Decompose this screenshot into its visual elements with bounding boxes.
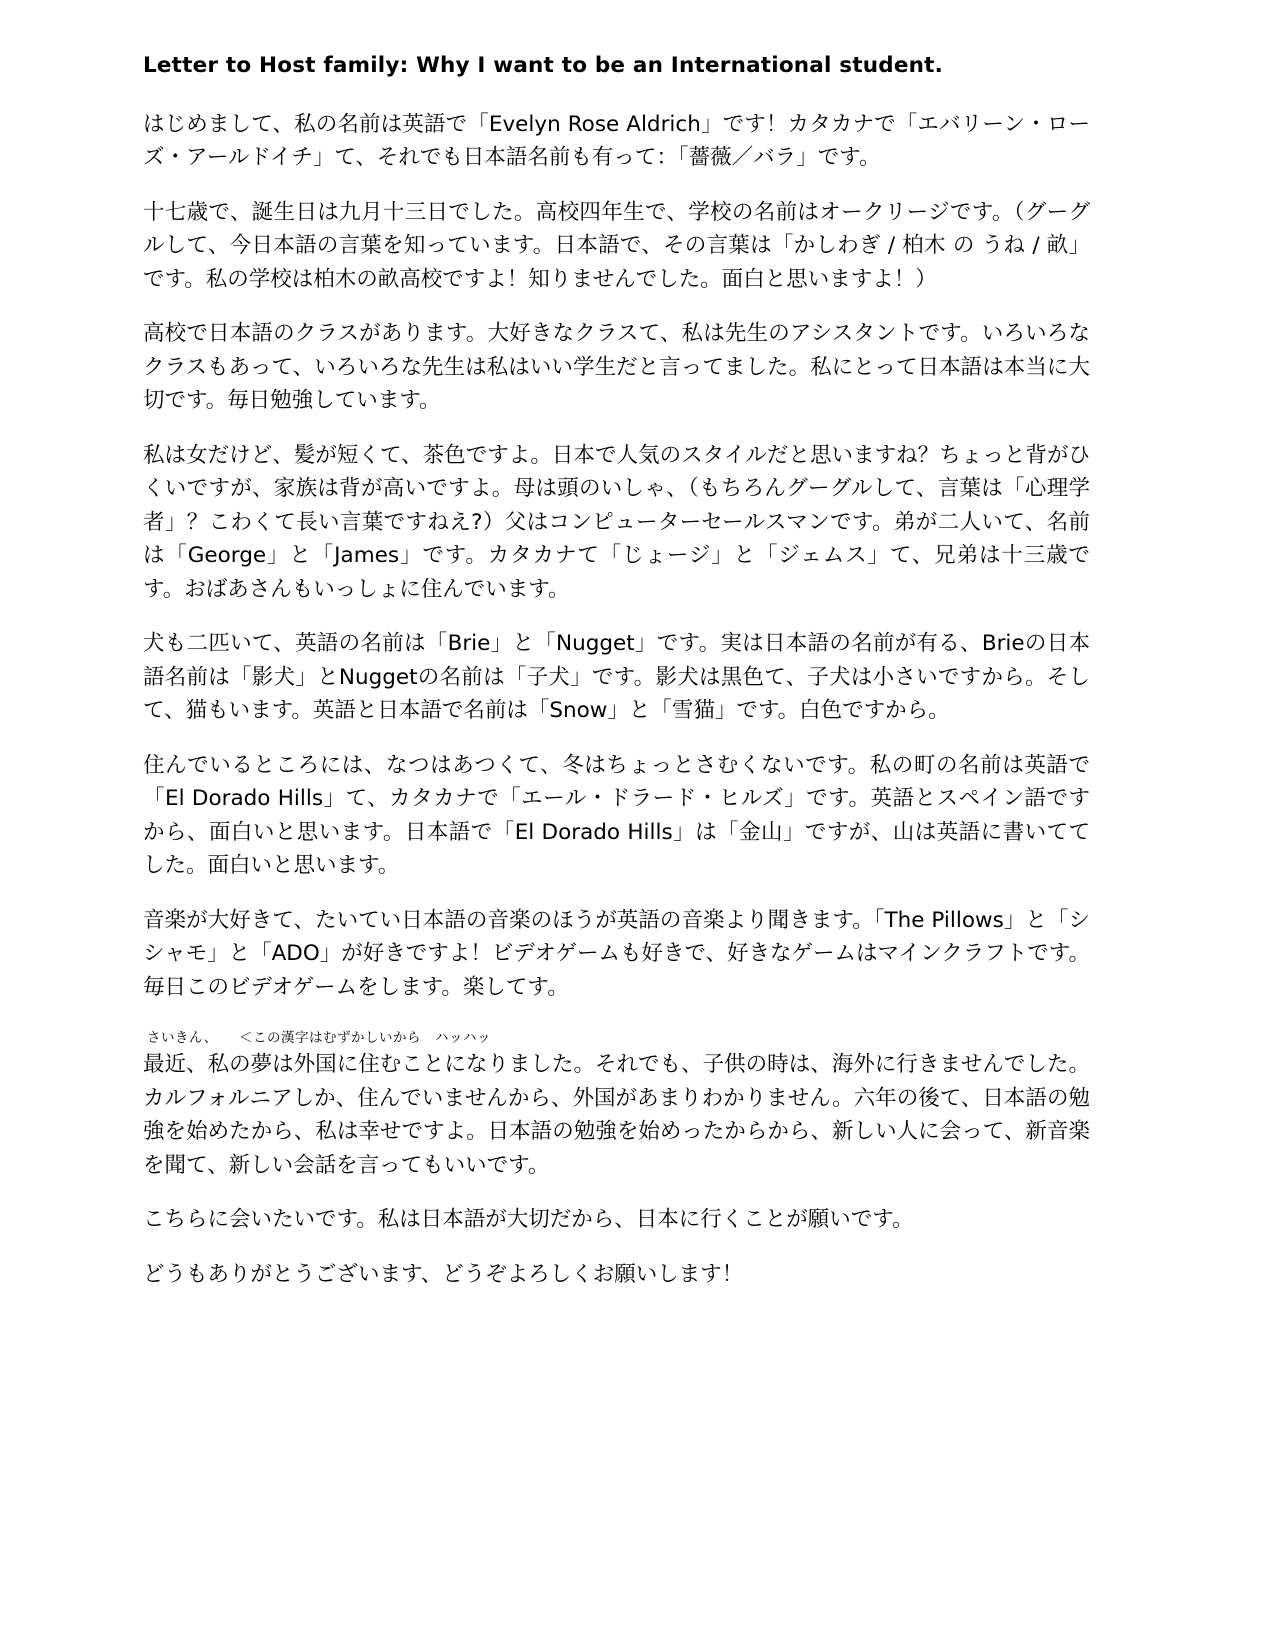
paragraph-music-games: 音楽が大好きて、たいてい日本語の音楽のほうが英語の音楽より聞きます。「The Pillows」と「シシャモ」と「ADO」が好きですよ！ビデオゲームも好きで、好きなゲームはマインクラフトです。毎日このビデオゲームをします。楽してす。	[143, 907, 1090, 1000]
paragraph-dream-abroad: 最近、私の夢は外国に住むことになりました。それでも、子供の時は、海外に行きませんでした。カルフォルニアしか、住んでいませんから、外国があまりわかりません。六年の後て、日本語の勉強を始めたから、私は幸せですよ。日本語の勉強を始めったからから、新しい人に会って、新音楽を聞て、新しい会話を言ってもいいです。	[143, 1052, 1090, 1178]
annotated-paragraph-block	[143, 1030, 1090, 1182]
paragraph-japanese-class: 高校で日本語のクラスがあります。大好きなクラスて、私は先生のアシスタントです。いろいろなクラスもあって、いろいろな先生は私はいい学生だと言ってました。私にとって日本語は本当に大切です。毎日勉強しています。	[143, 321, 1090, 414]
paragraph-age-school: 十七歳で、誕生日は九月十三日でした。高校四年生で、学校の名前はオークリージです。（グーグルして、今日本語の言葉を知っています。日本語で、その言葉は「かしわぎ / 柏木 の うね / 畝」です。私の学校は柏木の畝高校ですよ！知りませんでした。面白と思いますよ！）	[143, 199, 1090, 292]
furigana-annotation: さいきん、 ＜この漢字はむずかしいから ハッハッ	[147, 1030, 492, 1047]
page-title: Letter to Host family: Why I want to be an International student.	[143, 53, 943, 78]
paragraph-intro-name: はじめまして、私の名前は英語で「Evelyn Rose Aldrich」です！カタカナで「エバリーン・ローズ・アールドイチ」て、それでも日本語名前も有って：「薔薇／バラ」です。	[143, 111, 1090, 171]
paragraph-hometown: 住んでいるところには、なつはあつくて、冬はちょっとさむくないです。私の町の名前は英語で「El Dorado Hills」て、カタカナで「エール・ドラード・ヒルズ」です。英語とスペイン語ですから、面白いと思います。日本語で「El Dorado Hills」は「金山」ですが、山は英語に書いててした。面白いと思います。	[143, 752, 1090, 879]
paragraph-closing-greeting: どうもありがとうございます、どうぞよろしくお願いします！	[143, 1261, 744, 1287]
paragraph-appearance-family: 私は女だけど、髪が短くて、茶色ですよ。日本で人気のスタイルだと思いますね？ちょっと背がひくいですが、家族は背が高いですよ。母は頭のいしゃ、（もちろんグーグルして、言葉は「心理学者」？こわくて長い言葉ですねえ?）父はコンピューターセールスマンです。弟が二人いて、名前は「George」と「James」です。カタカナて「じょージ」と「ジェムス」て、兄弟は十三歳です。おばあさんもいっしょに住んでいます。	[143, 442, 1090, 602]
paragraph-pets: 犬も二匹いて、英語の名前は「Brie」と「Nugget」です。実は日本語の名前が有る、Brieの日本語名前は「影犬」とNuggetの名前は「子犬」です。影犬は黒色て、子犬は小さいですから。そして、猫もいます。英語と日本語で名前は「Snow」と「雪猫」です。白色ですから。	[143, 631, 1090, 724]
paragraph-wish-to-meet: こちらに会いたいです。私は日本語が大切だから、日本に行くことが願いです。	[143, 1207, 914, 1233]
